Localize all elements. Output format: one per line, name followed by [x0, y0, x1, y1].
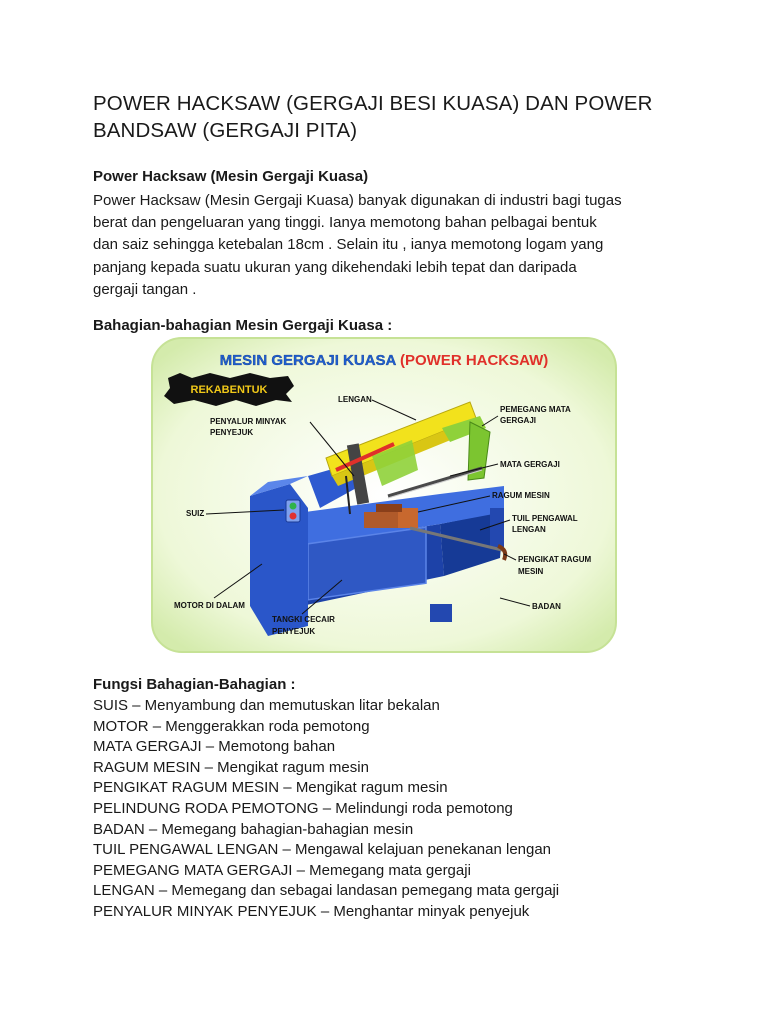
document-title: [93, 90, 693, 144]
label-pengikat-line1: PENGIKAT RAGUM: [518, 555, 592, 564]
intro-paragraph: [93, 190, 693, 301]
label-badan: BADAN: [532, 602, 561, 611]
function-item: RAGUM MESIN – Mengikat ragum mesin: [93, 758, 369, 776]
function-item: PENYALUR MINYAK PENYEJUK – Menghantar minyak penyejuk: [93, 902, 530, 920]
intro-line: panjang kepada suatu ukuran yang dikehendaki lebih tepat dan daripada: [93, 258, 577, 276]
functions-heading: Fungsi Bahagian-Bahagian :: [93, 676, 296, 693]
function-item: TUIL PENGAWAL LENGAN – Mengawal kelajuan penekanan lengan: [93, 841, 552, 859]
function-item: PENGIKAT RAGUM MESIN – Mengikat ragum mesin: [93, 779, 448, 797]
functions-list: [93, 696, 559, 923]
intro-line: Power Hacksaw (Mesin Gergaji Kuasa) banyak digunakan di industri bagi tugas: [93, 192, 622, 209]
label-penyalur-line2: PENYEJUK: [210, 428, 254, 437]
label-penyalur-line1: PENYALUR MINYAK: [210, 417, 287, 426]
machine-illustration: [150, 336, 618, 654]
intro-line: gergaji tangan .: [93, 280, 197, 298]
title-line-1: POWER HACKSAW (GERGAJI BESI KUASA) DAN POWER: [93, 92, 653, 115]
intro-line: dan saiz sehingga ketebalan 18cm . Selain itu , ianya memotong logam yang: [93, 236, 604, 254]
function-item: SUIS – Menyambung dan memutuskan litar bekalan: [93, 697, 440, 714]
label-mata: MATA GERGAJI: [500, 460, 560, 469]
diagram-title: MESIN GERGAJI KUASA (POWER HACKSAW): [219, 352, 549, 369]
function-item: MOTOR – Menggerakkan roda pemotong: [93, 717, 370, 735]
function-item: PELINDUNG RODA PEMOTONG – Melindungi roda pemotong: [93, 799, 513, 817]
function-item: BADAN – Memegang bahagian-bahagian mesin: [93, 820, 414, 838]
badge-label: REKABENTUK: [190, 384, 268, 396]
function-item: LENGAN – Memegang dan sebagai landasan pemegang mata gergaji: [93, 882, 560, 900]
function-item: MATA GERGAJI – Memotong bahan: [93, 738, 336, 756]
label-tuil-line1: TUIL PENGAWAL: [512, 514, 578, 523]
label-tangki-line1: TANGKI CECAIR: [272, 615, 335, 624]
machine-diagram: [150, 336, 618, 654]
label-lengan: LENGAN: [338, 395, 372, 404]
label-pemegang-line1: PEMEGANG MATA: [500, 405, 571, 414]
label-motor: MOTOR DI DALAM: [174, 601, 245, 610]
label-tuil-line2: LENGAN: [512, 525, 546, 534]
parts-heading: Bahagian-bahagian Mesin Gergaji Kuasa :: [93, 317, 393, 334]
label-pengikat-line2: MESIN: [518, 567, 544, 576]
intro-line: berat dan pengeluaran yang tinggi. Ianya memotong bahan pelbagai bentuk: [93, 214, 597, 232]
label-ragum: RAGUM MESIN: [492, 491, 550, 500]
label-tangki-line2: PENYEJUK: [272, 627, 316, 636]
label-pemegang-line2: GERGAJI: [500, 416, 537, 425]
title-line-2: BANDSAW (GERGAJI PITA): [93, 119, 358, 142]
function-item: PEMEGANG MATA GERGAJI – Memegang mata gergaji: [93, 861, 471, 879]
intro-heading: Power Hacksaw (Mesin Gergaji Kuasa): [93, 168, 369, 185]
label-suiz: SUIZ: [186, 509, 205, 518]
